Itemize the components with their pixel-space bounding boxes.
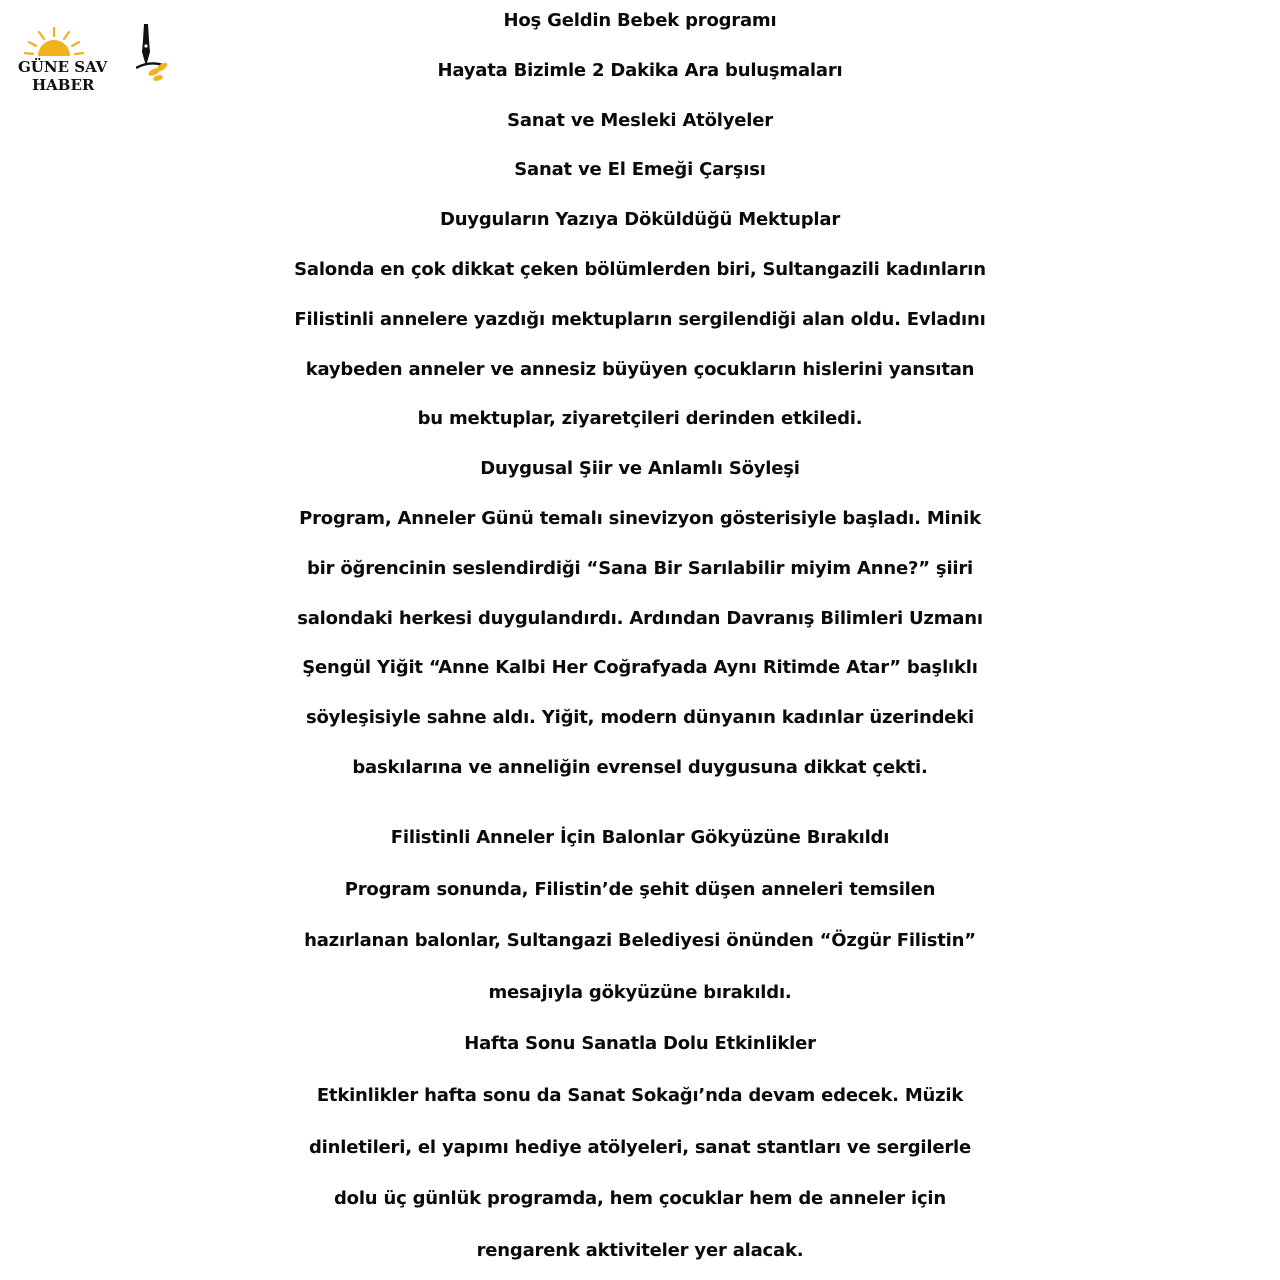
logo-line-2: HABER	[32, 76, 95, 94]
paragraph-line: Etkinlikler hafta sonu da Sanat Sokağı’nda devam edecek. Müzik	[316, 1084, 964, 1106]
paragraph-line: dinletileri, el yapımı hediye atölyeleri, sanat stantları ve sergilerle	[308, 1136, 972, 1158]
heading-hafta-sonu: Hafta Sonu Sanatla Dolu Etkinlikler	[464, 1033, 816, 1055]
paragraph-line: kaybeden anneler ve annesiz büyüyen çocukların hislerini yansıtan	[305, 358, 975, 380]
paragraph-line: Program sonunda, Filistin’de şehit düşen anneleri temsilen	[344, 878, 936, 900]
paragraph-line: Filistinli annelere yazdığı mektupların sergilendiği alan oldu. Evladını	[294, 308, 986, 330]
paragraph-line: Salonda en çok dikkat çeken bölümlerden biri, Sultangazili kadınların	[294, 258, 986, 280]
paragraph-line: baskılarına ve anneliğin evrensel duygusuna dikkat çekti.	[352, 756, 928, 778]
paragraph-line: Şengül Yiğit “Anne Kalbi Her Coğrafyada Aynı Ritimde Atar” başlıklı	[302, 657, 978, 679]
heading-carsisi: Sanat ve El Emeği Çarşısı	[514, 159, 766, 181]
paragraph-line: rengarenk aktiviteler yer alacak.	[476, 1239, 804, 1261]
heading-hayata-bizimle: Hayata Bizimle 2 Dakika Ara buluşmaları	[437, 59, 843, 81]
paragraph-line: söyleşisiyle sahne aldı. Yiğit, modern dünyanın kadınlar üzerindeki	[305, 707, 975, 729]
paragraph-line: hazırlanan balonlar, Sultangazi Belediyesi önünden “Özgür Filistin”	[304, 930, 976, 952]
paragraph-line: bir öğrencinin seslendirdiği “Sana Bir Sarılabilir miyim Anne?” şiiri	[306, 557, 974, 579]
heading-mektuplar: Duyguların Yazıya Döküldüğü Mektuplar	[439, 209, 841, 231]
article-block-2	[0, 812, 1280, 1276]
paragraph-line: dolu üç günlük programda, hem çocuklar hem de anneler için	[333, 1188, 947, 1210]
heading-balonlar: Filistinli Anneler İçin Balonlar Gökyüzüne Bırakıldı	[390, 827, 890, 848]
paragraph-line: salondaki herkesi duygulandırdı. Ardından Davranış Bilimleri Uzmanı	[297, 607, 983, 629]
paragraph-line: Program, Anneler Günü temalı sinevizyon gösterisiyle başladı. Minik	[299, 507, 981, 529]
paragraph-line: mesajıyla gökyüzüne bırakıldı.	[488, 981, 792, 1003]
heading-hos-geldin: Hoş Geldin Bebek programı	[503, 10, 777, 31]
heading-siir-soylesi: Duygusal Şiir ve Anlamlı Söyleşi	[480, 458, 800, 480]
paragraph-line: bu mektuplar, ziyaretçileri derinden etkiledi.	[417, 408, 863, 430]
logo-line-1: GÜNE SAV	[18, 58, 108, 76]
heading-atolyeler: Sanat ve Mesleki Atölyeler	[507, 109, 773, 131]
